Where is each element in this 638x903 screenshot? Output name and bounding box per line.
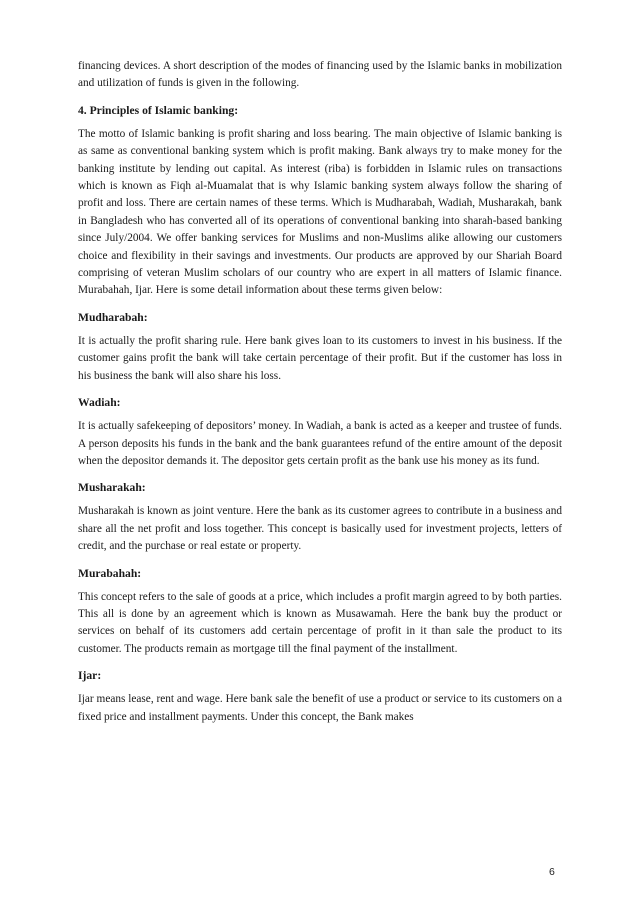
ijar-heading: Ijar: (78, 669, 102, 683)
ijar-body: Ijar means lease, rent and wage. Here bank sale the benefit of use a product or service to its customers on a fixed price and installment payments. Under this concept, the Bank makes (78, 693, 562, 723)
wadiah-body: It is actually safekeeping of depositors’ money. In Wadiah, a bank is acted as a keeper and trustee of funds. A person deposits his funds in the bank and the bank guarantees refund of the entire amount of the deposit when the depositor demands it. The depositor gets certain profit as the bank use his money as its fund. (78, 420, 562, 467)
intro-paragraph: financing devices. A short description of the modes of financing used by the Islamic banks in mobilization and utilization of funds is given in the following. (78, 60, 562, 90)
murabahah-heading: Murabahah: (78, 566, 142, 580)
musharakah-heading: Musharakah: (78, 481, 146, 495)
section-heading: 4. Principles of Islamic banking: (78, 103, 239, 117)
document-page (78, 58, 562, 726)
murabahah-body: This concept refers to the sale of goods at a price, which includes a profit margin agreed to by both parties. This all is done by an agreement which is known as Musawamah. Here the bank buy the product or services on behalf of its customers add certain percentage of profit in it than sale the product to its customer. The products remain as mortgage till the final payment of the installment. (78, 590, 562, 655)
mudharabah-body: It is actually the profit sharing rule. Here bank gives loan to its customers to invest in his business. If the customer gains profit the bank will take certain percentage of their profit. But if the customer has loss in his business the bank will also share his loss. (78, 334, 562, 382)
page-number: 6 (549, 866, 555, 878)
musharakah-body: Musharakah is known as joint venture. Here the bank as its customer agrees to contribute in a business and share all the net profit and loss together. This concept is basically used for investment projects, letters of credit, and the purchase or real estate or property. (78, 505, 562, 553)
wadiah-heading: Wadiah: (78, 396, 121, 410)
mudharabah-heading: Mudharabah: (78, 310, 148, 324)
section-body: The motto of Islamic banking is profit sharing and loss bearing. The main objective of Islamic banking is as same as conventional banking system which is profit making. Bank always try to make money for the banking institute by lending out capital. As interest (riba) is forbidden in Islamic rules on transactions which is known as Fiqh al-Muamalat that is why Islamic banking system always follow the sharing of profit and loss. There are certain names of these terms. Which is Mudharabah, Wadiah, Musharakah, bank in Bangladesh who has converted all of its operations of conventional banking into sharah-based banking since July/2004. We offer banking services for Muslims and non-Muslims alike allowing our customers choice and flexibility in their savings and investments. Our products are approved by our Shariah Board comprising of veteran Muslim scholars of our country who are expert in all matters of Islamic finance. Murabahah, Ijar. Here is some detail information about these terms given below: (78, 127, 562, 297)
